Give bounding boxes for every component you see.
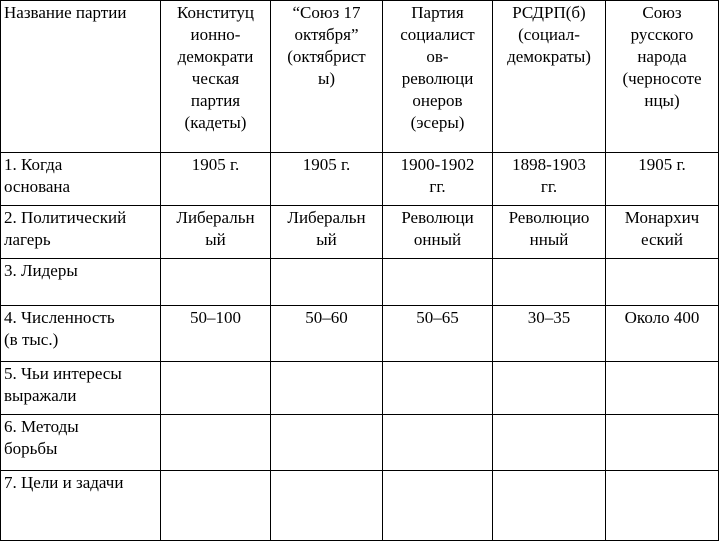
table-cell [493, 415, 606, 471]
row-label: 4. Численность (в тыс.) [1, 306, 161, 362]
row-label: 1. Когда основана [1, 153, 161, 206]
header-kadets: Конституц ионно- демократи ческая партия (кадеты) [161, 1, 271, 153]
table-cell [271, 415, 383, 471]
table-cell [271, 362, 383, 415]
table-cell [161, 259, 271, 306]
header-black-hundreds: Союз русского народа (черносоте нцы) [606, 1, 719, 153]
header-party-name: Название партии [1, 1, 161, 153]
row-label: 2. Политический лагерь [1, 206, 161, 259]
table-cell [493, 471, 606, 541]
header-octobrists: “Союз 17 октября” (октябрист ы) [271, 1, 383, 153]
table-row-methods [1, 415, 719, 471]
table-cell [271, 471, 383, 541]
table-cell: 1898-1903 гг. [493, 153, 606, 206]
table-cell: 50–100 [161, 306, 271, 362]
table-cell: Монархич еский [606, 206, 719, 259]
table-cell: Либеральн ый [161, 206, 271, 259]
table-cell: 1905 г. [161, 153, 271, 206]
table-cell [271, 259, 383, 306]
table-row-leaders [1, 259, 719, 306]
table-row-political-camp [1, 206, 719, 259]
table-cell [383, 471, 493, 541]
table-cell [606, 259, 719, 306]
table-cell: Революци онный [383, 206, 493, 259]
table-cell [161, 471, 271, 541]
table-cell: 1905 г. [271, 153, 383, 206]
row-label: 6. Методы борьбы [1, 415, 161, 471]
table-cell: Революцио нный [493, 206, 606, 259]
header-esers: Партия социалист ов- революци онеров (эсеры) [383, 1, 493, 153]
table-cell [161, 415, 271, 471]
table-cell [383, 362, 493, 415]
table-row-membership [1, 306, 719, 362]
row-label: 7. Цели и задачи [1, 471, 161, 541]
header-rsdrp: РСДРП(б) (социал- демократы) [493, 1, 606, 153]
table-cell [606, 415, 719, 471]
table-cell [161, 362, 271, 415]
table-cell [383, 259, 493, 306]
table-cell [606, 362, 719, 415]
table-cell: 1900-1902 гг. [383, 153, 493, 206]
table-cell: 30–35 [493, 306, 606, 362]
table-cell: Либеральн ый [271, 206, 383, 259]
table-cell [383, 415, 493, 471]
table-cell: 50–65 [383, 306, 493, 362]
table-cell [606, 471, 719, 541]
row-label: 3. Лидеры [1, 259, 161, 306]
table-row-interests [1, 362, 719, 415]
table-cell: 50–60 [271, 306, 383, 362]
table-cell [493, 259, 606, 306]
table-row-goals [1, 471, 719, 541]
table-row-founded [1, 153, 719, 206]
header-row [1, 1, 719, 153]
table-cell: Около 400 [606, 306, 719, 362]
table-cell [493, 362, 606, 415]
table-cell: 1905 г. [606, 153, 719, 206]
row-label: 5. Чьи интересы выражали [1, 362, 161, 415]
